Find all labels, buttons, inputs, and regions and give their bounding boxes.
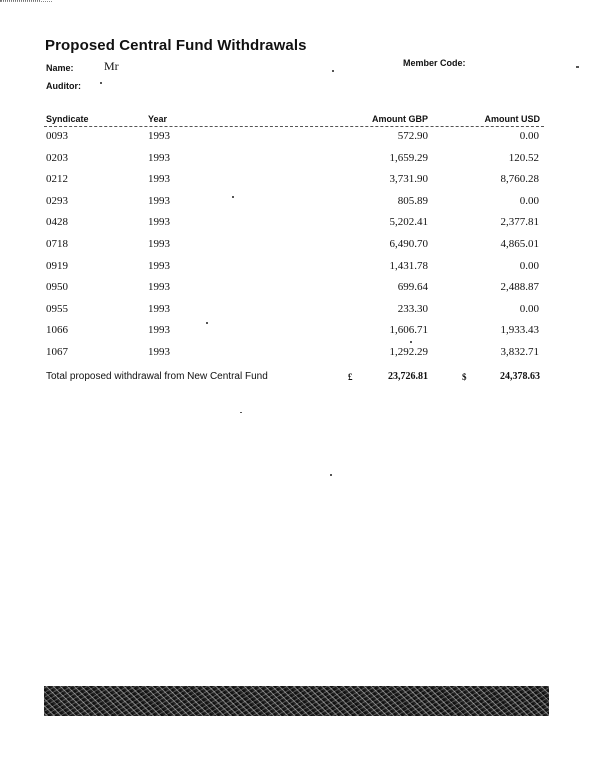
year-cell: 1993 xyxy=(148,237,170,250)
amount-usd-cell: 0.00 xyxy=(519,259,539,272)
scan-speck xyxy=(240,412,242,413)
table-row xyxy=(0,258,600,280)
scanned-footer-band xyxy=(44,686,549,716)
scan-speck xyxy=(410,341,412,343)
scan-speck xyxy=(100,82,102,84)
pound-symbol: £ xyxy=(348,372,353,382)
scan-noise xyxy=(0,1,52,2)
amount-usd-cell: 0.00 xyxy=(519,302,539,315)
amount-usd-cell: 0.00 xyxy=(519,130,539,142)
table-row xyxy=(0,193,600,215)
syndicate-cell: 0293 xyxy=(46,194,68,207)
member-code-label: Member Code: xyxy=(403,58,466,68)
table-row xyxy=(0,236,600,258)
table-row xyxy=(0,322,600,344)
column-header-amount-gbp: Amount GBP xyxy=(372,114,428,124)
total-amount-gbp: 23,726.81 xyxy=(388,371,428,382)
amount-gbp-cell: 5,202.41 xyxy=(389,216,428,229)
dollar-symbol: $ xyxy=(462,372,467,382)
scan-speck xyxy=(232,196,234,198)
amount-usd-cell: 2,377.81 xyxy=(500,216,539,229)
scan-speck xyxy=(206,322,208,324)
table-row xyxy=(0,171,600,193)
total-amount-usd: 24,378.63 xyxy=(500,371,540,382)
table-row xyxy=(0,128,600,150)
total-label: Total proposed withdrawal from New Central Fund xyxy=(46,371,268,382)
year-cell: 1993 xyxy=(148,345,170,358)
scan-speck xyxy=(330,474,332,476)
year-cell: 1993 xyxy=(148,216,170,229)
amount-usd-cell: 4,865.01 xyxy=(500,237,539,250)
amount-gbp-cell: 1,606.71 xyxy=(389,324,428,337)
table-row xyxy=(0,344,600,366)
header-divider xyxy=(44,126,544,127)
amount-usd-cell: 3,832.71 xyxy=(500,345,539,358)
amount-usd-cell: 1,933.43 xyxy=(500,324,539,337)
amount-gbp-cell: 1,659.29 xyxy=(389,151,428,164)
name-value: Mr xyxy=(104,59,119,73)
table-row xyxy=(0,214,600,236)
year-cell: 1993 xyxy=(148,259,170,272)
table-row xyxy=(0,279,600,301)
year-cell: 1993 xyxy=(148,194,170,207)
amount-usd-cell: 8,760.28 xyxy=(500,173,539,186)
scan-speck xyxy=(576,66,579,68)
year-cell: 1993 xyxy=(148,324,170,337)
amount-gbp-cell: 572.90 xyxy=(397,130,428,142)
syndicate-cell: 0428 xyxy=(46,216,68,229)
syndicate-cell: 0203 xyxy=(46,151,68,164)
column-header-year: Year xyxy=(148,114,168,124)
table-row xyxy=(0,150,600,172)
amount-gbp-cell: 1,292.29 xyxy=(389,345,428,358)
syndicate-cell: 0950 xyxy=(46,281,68,294)
auditor-label: Auditor: xyxy=(46,81,81,91)
syndicate-cell: 0718 xyxy=(46,237,68,250)
amount-gbp-cell: 3,731.90 xyxy=(389,173,428,186)
syndicate-cell: 0919 xyxy=(46,259,68,272)
year-cell: 1993 xyxy=(148,130,170,142)
syndicate-cell: 1067 xyxy=(46,345,68,358)
withdrawals-table xyxy=(0,128,600,366)
amount-usd-cell: 2,488.87 xyxy=(500,281,539,294)
amount-usd-cell: 120.52 xyxy=(508,151,539,164)
column-header-syndicate: Syndicate xyxy=(46,114,89,124)
year-cell: 1993 xyxy=(148,302,170,315)
syndicate-cell: 1066 xyxy=(46,324,68,337)
syndicate-cell: 0955 xyxy=(46,302,68,315)
year-cell: 1993 xyxy=(148,281,170,294)
page-title: Proposed Central Fund Withdrawals xyxy=(45,37,307,54)
amount-gbp-cell: 6,490.70 xyxy=(389,237,428,250)
year-cell: 1993 xyxy=(148,173,170,186)
name-label: Name: xyxy=(46,63,74,73)
table-row xyxy=(0,301,600,323)
column-header-amount-usd: Amount USD xyxy=(484,114,540,124)
amount-gbp-cell: 1,431.78 xyxy=(389,259,428,272)
amount-gbp-cell: 233.30 xyxy=(397,302,428,315)
total-row xyxy=(0,371,600,387)
syndicate-cell: 0212 xyxy=(46,173,68,186)
syndicate-cell: 0093 xyxy=(46,130,68,142)
amount-usd-cell: 0.00 xyxy=(519,194,539,207)
year-cell: 1993 xyxy=(148,151,170,164)
amount-gbp-cell: 699.64 xyxy=(397,281,428,294)
scan-speck xyxy=(332,70,334,72)
amount-gbp-cell: 805.89 xyxy=(397,194,428,207)
